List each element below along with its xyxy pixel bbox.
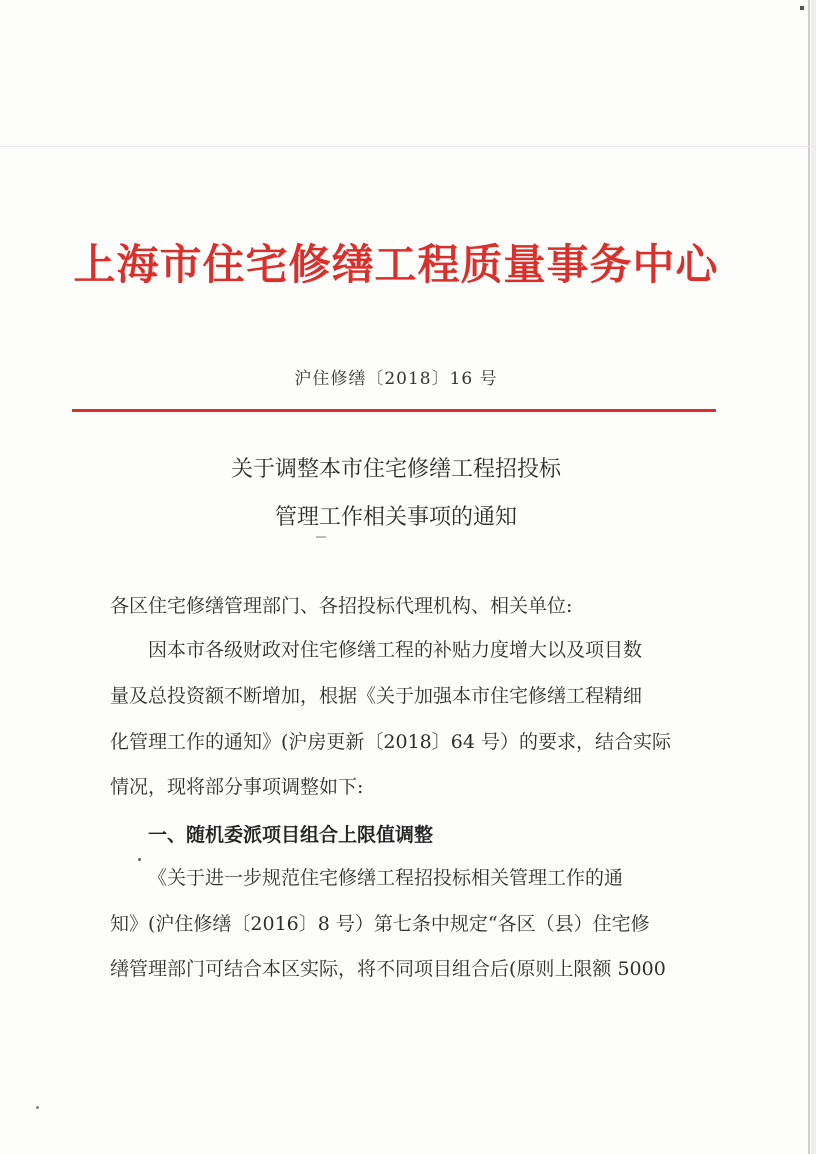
scan-speck [138,858,141,861]
notice-title-line-1: 关于调整本市住宅修缮工程招投标 [230,457,561,482]
intro-line: 因本市各级财政对住宅修缮工程的补贴力度增大以及项目数 [148,639,643,661]
section-heading: 一、随机委派项目组合上限值调整 [148,824,434,846]
scan-speck [800,6,804,10]
scan-edge-line [808,0,810,1154]
intro-line: 化管理工作的通知》(沪房更新〔2018〕64 号）的要求，结合实际 [110,731,671,753]
organization-title: 上海市住宅修缮工程质量事务中心 [73,240,719,289]
section-line: 缮管理部门可结合本区实际，将不同项目组合后(原则上限额 5000 [110,958,666,980]
addressee: 各区住宅修缮管理部门、各招投标代理机构、相关单位: [110,595,573,617]
section-line: 知》(沪住修缮〔2016〕8 号）第七条中规定“各区（县）住宅修 [110,913,650,935]
scan-speck [36,1106,39,1109]
document-number: 沪住修缮〔2018〕16 号 [294,369,498,389]
intro-line: 情况，现将部分事项调整如下: [110,776,364,798]
intro-line: 量及总投资额不断增加，根据《关于加强本市住宅修缮工程精细 [110,685,643,707]
red-divider [72,409,716,412]
notice-title-line-2: 管理工作相关事项的通知 [274,505,517,530]
scan-mark [316,536,326,538]
fold-line [0,146,816,147]
section-line: 《关于进一步规范住宅修缮工程招投标相关管理工作的通 [148,867,624,889]
scan-edge [811,0,816,1154]
